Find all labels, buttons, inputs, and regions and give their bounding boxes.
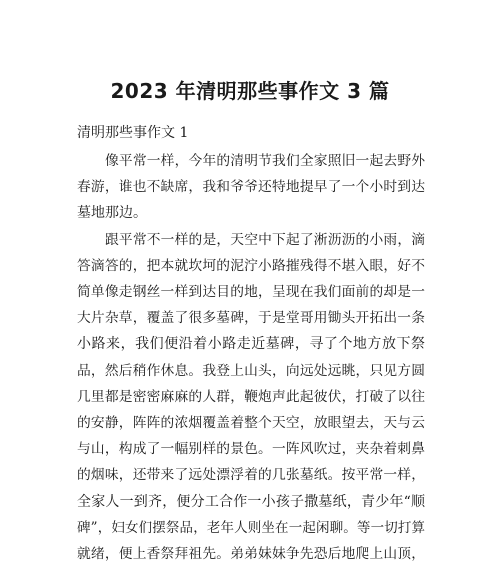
text-line: 几里都是密密麻麻的人群，鞭炮声此起彼伏，打破了以往 xyxy=(77,388,425,405)
paragraph-2 xyxy=(77,227,425,565)
text-line: 大片杂草，覆盖了很多墓碑，于是堂哥用锄头开拓出一条 xyxy=(77,310,425,327)
text-line: 简单像走钢丝一样到达目的地，呈现在我们面前的却是一 xyxy=(77,284,425,301)
text-line: 的烟味，还带来了远处漂浮着的几张墓纸。按平常一样， xyxy=(77,467,425,484)
text-line: 答滴答的，把本就坎坷的泥泞小路摧残得不堪入眼，好不 xyxy=(77,257,425,274)
section-heading: 清明那些事作文 1 xyxy=(77,125,189,141)
text-line: 小路来，我们便沿着小路走近墓碑，寻了个地方放下祭 xyxy=(77,336,425,353)
paragraph-1 xyxy=(77,148,425,227)
text-line: 碑”，妇女们摆祭品，老年人则坐在一起闲聊。等一切打算 xyxy=(77,519,425,536)
text-line: 的安静，阵阵的浓烟覆盖着整个天空，放眼望去，天与云 xyxy=(77,415,425,432)
document-title: 2023 年清明那些事作文 3 篇 xyxy=(110,79,390,103)
text-line: 春游，谁也不缺席，我和爷爷还特地提早了一个小时到达 xyxy=(77,179,425,196)
text-line: 墓地那边。 xyxy=(77,205,147,222)
text-line: 就绪，便上香祭拜祖先。弟弟妹妹争先恐后地爬上山顶， xyxy=(77,546,425,563)
text-line: 像平常一样，今年的清明节我们全家照旧一起去野外 xyxy=(105,153,425,169)
text-line: 与山，构成了一幅别样的景色。一阵风吹过，夹杂着刺鼻 xyxy=(77,441,425,458)
text-line: 全家人一到齐，便分工合作一小孩子撒墓纸，青少年“顺 xyxy=(77,493,425,510)
text-line: 品，然后稍作休息。我登上山头，向远处远眺，只见方圆 xyxy=(77,362,425,379)
text-line: 跟平常不一样的是，天空中下起了淅沥沥的小雨，滴 xyxy=(105,231,425,248)
body-text xyxy=(77,148,425,565)
